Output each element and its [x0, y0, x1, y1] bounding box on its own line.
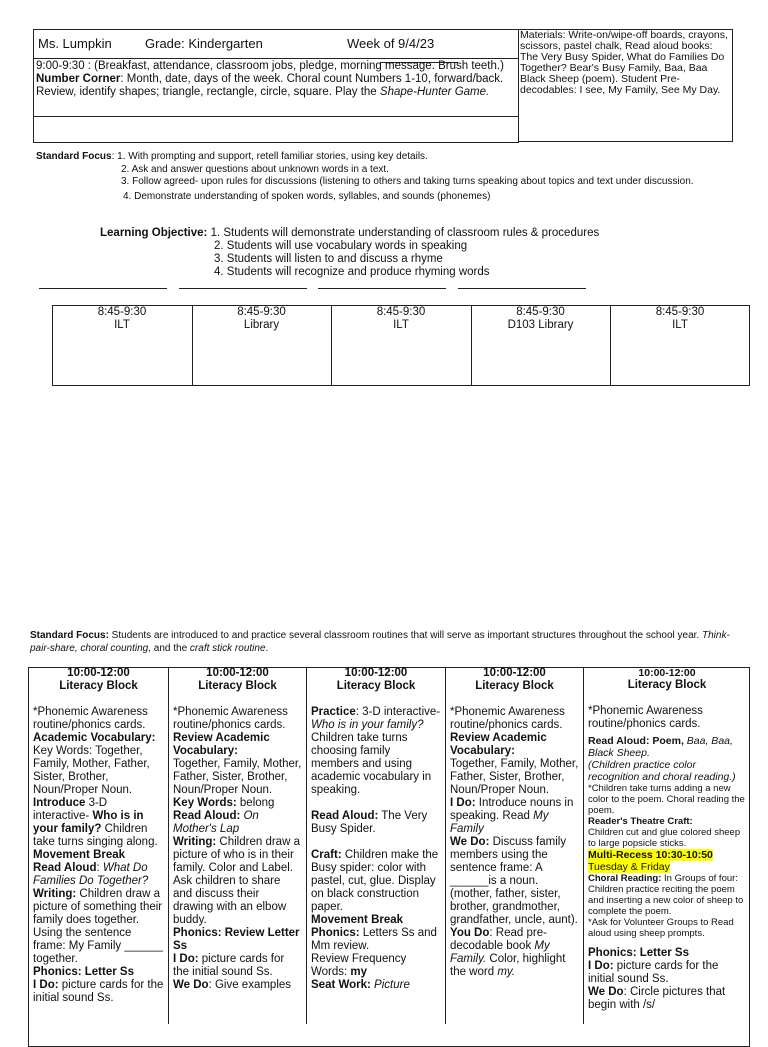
- specials-cell: 8:45-9:30 ILT: [376, 306, 426, 331]
- literacy-day-5: 10:00-12:00 Literacy Block *Phonemic Awareness routine/phonics cards. Read Aloud: Poem, Baa, Baa, Black Sheep. (Children practice color recognition and choral reading.) *Children take turns adding a new color to the poem. Choral reading the poem. Reader's Theatre Craft: Children cut and glue colored sheep to large popsicle sticks. Multi-Recess 10:30-10:50 Tuesday & Friday Choral Reading: In Groups of four: Children practice reciting the poem and inserting a new color of sheep to complete the poem. *Ask for Volunteer Groups to Read aloud using sheep prompts. Phonics: Letter Ss I Do: picture cards for the initial sound Ss. We Do: Circle pictures that begin with /s/: [588, 667, 745, 1011]
- specials-cell: 8:45-9:30 ILT: [97, 306, 147, 331]
- learning-objective: Learning Objective: 1. Students will demonstrate understanding of classroom rules & procedures 2. Students will use vocabulary words in speaking 3. Students will listen to and discuss a rhyme 4. Students will recognize and produce rhyming words: [100, 227, 600, 278]
- teacher-name: Ms. Lumpkin: [38, 36, 112, 51]
- grade-label: Grade: Kindergarten: [145, 36, 263, 51]
- days-highlight: Tuesday & Friday: [588, 861, 670, 873]
- literacy-day-1: 10:00-12:00 Literacy Block *Phonemic Awareness routine/phonics cards. Academic Vocabulary: Key Words: Together, Family, Mother, Father, Sister, Brother, Noun/Proper Noun. Introduce 3-D interactive- Who is in your family? Children take turns singing along. Movement Break Read Aloud: What Do Families Do Together? Writing: Children draw a picture of something their family does together. Using the sentence frame: My Family ______ together. Phonics: Letter Ss I Do: picture cards for the initial sound Ss.: [33, 667, 164, 1004]
- literacy-day-4: 10:00-12:00 Literacy Block *Phonemic Awareness routine/phonics cards. Review Academic Vocabulary: Together, Family, Mother, Father, Sister, Brother, Noun/Proper Noun. I Do: Introduce nouns in speaking. Read My Family We Do: Discuss family members using the sentence frame: A ______is a noun. (mother, father, sister, brother, grandmother, grandfather, uncle, aunt). You Do: Read pre-decodable book My Family. Color, highlight the word my.: [450, 667, 579, 978]
- specials-cell: 8:45-9:30 ILT: [655, 306, 705, 331]
- standard-focus: Standard Focus: 1. With prompting and support, retell familiar stories, using key details. 2. Ask and answer questions about unknown words in a text. 3. Follow agreed- upon rules for discussions (listening to others and taking turns speaking about topics and text under discussion. 4. Demonstrate understanding of spoken words, syllables, and sounds (phonemes): [36, 151, 694, 202]
- standard-focus-routines: Standard Focus: Students are introduced to and practice several classroom routines that will serve as important structures throughout the school year. Think-pair-share, choral counting, and the craft stick routine.: [30, 630, 730, 654]
- morning-schedule: 9:00-9:30 : (Breakfast, attendance, classroom jobs, pledge, morning message. Brush teeth.) Number Corner: Month, date, days of the week. Choral count Numbers 1-10, forward/back. Review, identify shapes; triangle, rectangle, circle, square. Play the Shape-Hunter Game.: [36, 60, 504, 98]
- literacy-day-3: 10:00-12:00 Literacy Block Practice: 3-D interactive- Who is in your family? Children take turns choosing family members and using academic vocabulary in speaking. Read Aloud: The Very Busy Spider. Craft: Children make the Busy spider: color with pastel, cut, glue. Display on black construction paper. Movement Break Phonics: Letters Ss and Mm review. Review Frequency Words: my Seat Work: Picture: [311, 667, 441, 991]
- week-label: Week of 9/4/23: [347, 36, 435, 51]
- specials-cell: 8:45-9:30 D103 Library: [507, 306, 574, 331]
- literacy-day-2: 10:00-12:00 Literacy Block *Phonemic Awareness routine/phonics cards. Review Academic Vocabulary: Together, Family, Mother, Father, Sister, Brother, Noun/Proper Noun. Key Words: belong Read Aloud: On Mother's Lap Writing: Children draw a picture of who is in their family. Color and Label. Ask children to share and discuss their drawing with an elbow buddy. Phonics: Review Letter Ss I Do: picture cards for the initial sound Ss. We Do: Give examples: [173, 667, 302, 991]
- materials-text: Materials: Write-on/wipe-off boards, crayons, scissors, pastel chalk, Read aloud books: The Very Busy Spider, What do Families Do Together? Bear's Busy Family, Baa, Baa Black Sheep (poem). Student Pre-decodables: I see, My Family, See My Day.: [520, 29, 728, 96]
- specials-cell: 8:45-9:30 Library: [237, 306, 286, 331]
- recess-highlight: Multi-Recess 10:30-10:50: [588, 849, 713, 861]
